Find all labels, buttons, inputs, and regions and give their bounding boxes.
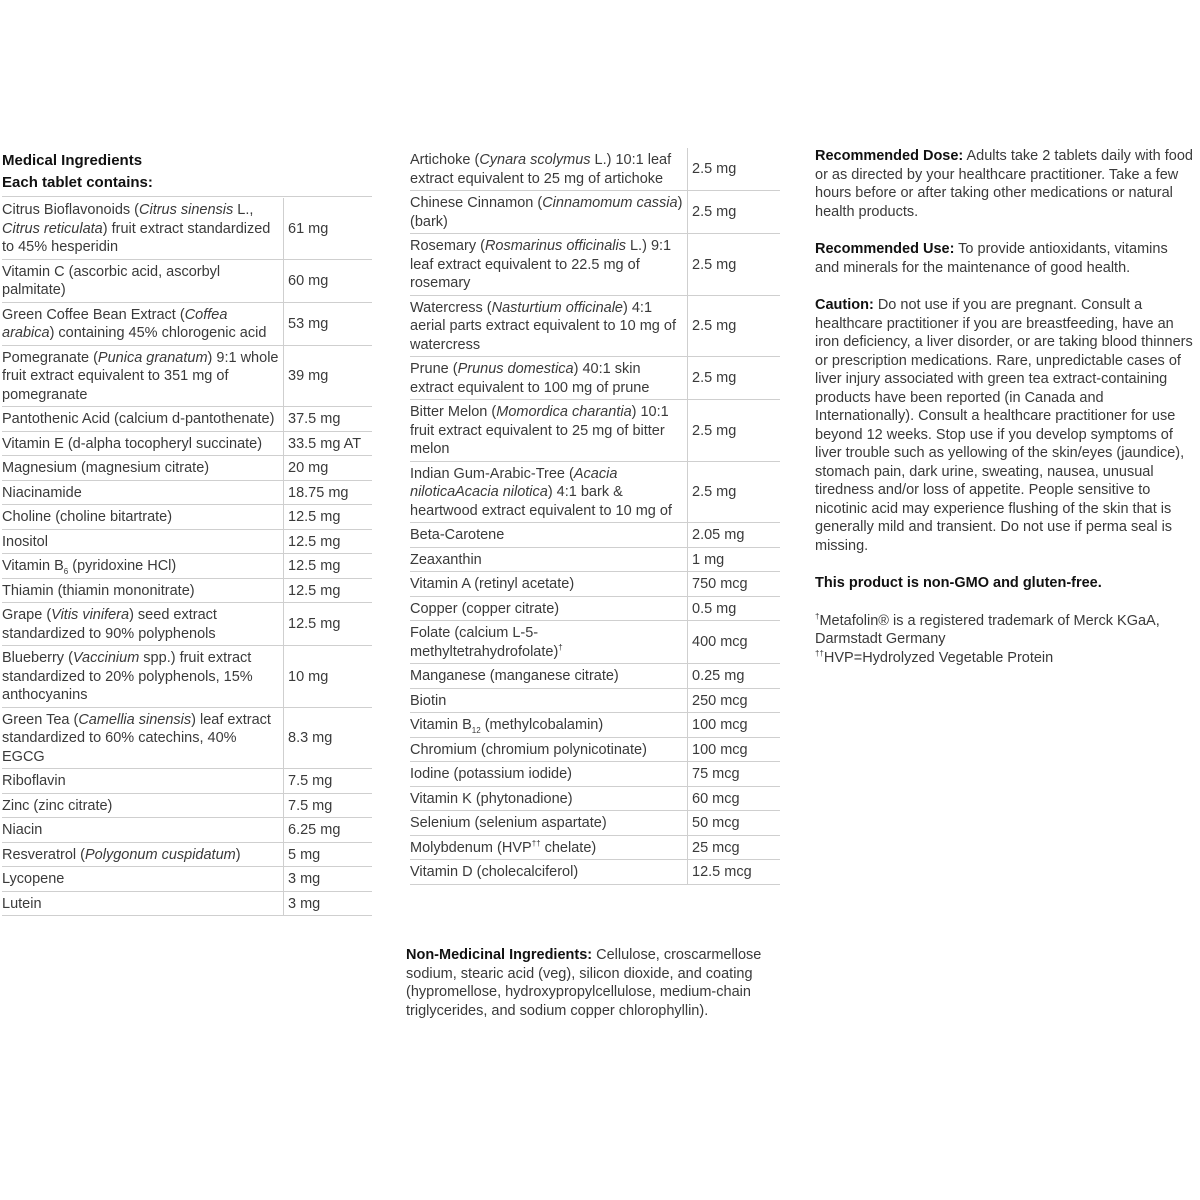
ingredient-name xyxy=(2,891,284,916)
ingredient-name xyxy=(410,786,688,811)
ingredient-amount: 6.25 mg xyxy=(284,818,373,843)
ingredient-row xyxy=(410,234,780,296)
ingredient-name xyxy=(410,621,688,664)
latin-name: Cinnamomum cassia xyxy=(542,195,678,211)
ingredient-name xyxy=(410,713,688,738)
ingredient-amount: 0.5 mg xyxy=(688,596,781,621)
ingredient-text: Inositol xyxy=(2,533,48,550)
ingredient-text: ) leaf extract standardized to 60% catechins, 40% EGCG xyxy=(2,711,271,765)
ingredient-text: Vitamin E (d-alpha tocopheryl succinate) xyxy=(2,435,263,452)
ingredient-text: Vitamin B xyxy=(410,717,472,733)
ingredient-name xyxy=(2,431,284,456)
ingredient-name xyxy=(2,707,284,769)
ingredient-amount: 2.5 mg xyxy=(688,461,781,523)
ingredient-name xyxy=(410,461,688,523)
ingredient-row xyxy=(2,431,372,456)
ingredient-text: ) fruit extract standardized to 45% hesperidin xyxy=(2,220,271,255)
ingredient-name xyxy=(410,762,688,787)
ingredient-name xyxy=(2,529,284,554)
non-medicinal-ingredients xyxy=(406,946,776,1020)
use-label: Recommended Use: xyxy=(815,241,955,257)
ingredient-text: ) xyxy=(235,846,241,863)
ingredient-name xyxy=(410,596,688,621)
ingredient-amount: 20 mg xyxy=(284,456,373,481)
ingredient-text: Lycopene xyxy=(2,871,65,887)
latin-name: Acacia nilotica xyxy=(410,465,618,500)
ingredient-text: ) (bark) xyxy=(410,195,683,230)
ingredient-row xyxy=(2,891,372,916)
subscript: 6 xyxy=(63,566,69,576)
ingredient-name xyxy=(410,737,688,762)
ingredient-row xyxy=(410,596,780,621)
ingredient-text: spp.) fruit extract standardized to 20% polyphenols, 15% anthocyanins xyxy=(2,650,253,703)
ingredient-name xyxy=(2,578,284,603)
latin-name: Acacia nilotica xyxy=(455,484,548,500)
ingredient-amount: 37.5 mg xyxy=(284,407,373,432)
ingredient-amount: 12.5 mg xyxy=(284,554,373,579)
ingredient-amount: 33.5 mg AT xyxy=(284,431,373,456)
ingredient-name xyxy=(2,842,284,867)
ingredient-name xyxy=(410,523,688,548)
ingredient-amount: 39 mg xyxy=(284,345,373,407)
ingredient-amount: 75 mcg xyxy=(688,762,781,787)
ingredient-row xyxy=(2,603,372,646)
ingredient-amount: 100 mcg xyxy=(688,737,781,762)
ingredient-amount: 12.5 mg xyxy=(284,505,373,530)
ingredient-row xyxy=(410,811,780,836)
ingredient-name xyxy=(2,818,284,843)
each-tablet-subheading: Each tablet contains: xyxy=(2,174,372,197)
ingredient-name xyxy=(410,191,688,234)
ingredient-name xyxy=(410,811,688,836)
ingredient-amount: 12.5 mg xyxy=(284,603,373,646)
ingredient-text: Niacin xyxy=(2,822,43,838)
footnote-text: Metafolin® is a registered trademark of Merck KGaA, Darmstadt Germany xyxy=(815,612,1160,647)
ingredient-text: Beta-Carotene xyxy=(410,527,505,543)
ingredient-text: Pomegranate ( xyxy=(2,349,98,366)
ingredient-amount: 12.5 mcg xyxy=(688,860,781,885)
ingredient-text: Selenium (selenium aspartate) xyxy=(410,815,607,831)
ingredient-name xyxy=(410,860,688,885)
ingredient-name xyxy=(410,357,688,400)
ingredient-row xyxy=(2,578,372,603)
ingredient-text: Vitamin C (ascorbic acid, ascorbyl palmitate) xyxy=(2,263,221,298)
latin-name: Punica granatum xyxy=(97,349,208,366)
ingredient-text: (pyridoxine HCl) xyxy=(68,558,177,574)
ingredient-row xyxy=(410,295,780,357)
ingredient-text: Niacinamide xyxy=(2,484,82,501)
directions-column xyxy=(815,147,1195,667)
latin-name: Prunus domestica xyxy=(457,361,574,377)
ingredient-name xyxy=(2,505,284,530)
latin-name: Momordica charantia xyxy=(496,404,632,420)
ingredient-text: Vitamin D (cholecalciferol) xyxy=(410,864,579,880)
latin-name: Polygonum cuspidatum xyxy=(85,846,236,863)
ingredient-amount: 12.5 mg xyxy=(284,529,373,554)
ingredient-row xyxy=(2,793,372,818)
ingredient-text: Folate (calcium L-5-methyltetrahydrofolate) xyxy=(410,625,559,660)
ingredient-row xyxy=(410,572,780,597)
ingredient-amount: 2.5 mg xyxy=(688,234,781,296)
ingredient-text: Artichoke ( xyxy=(410,152,480,168)
ingredient-amount: 3 mg xyxy=(284,867,373,892)
ingredient-row xyxy=(410,762,780,787)
footnote-mark: †† xyxy=(531,838,541,848)
nmi-text: Cellulose, croscarmellose sodium, stearic acid (veg), silicon dioxide, and coating (hypromellose, hydroxypropylcellulose, medium-chain triglycerides, and sodium copper chlorophyllin). xyxy=(406,947,762,1019)
ingredient-text: ) 10:1 fruit extract equivalent to 25 mg of bitter melon xyxy=(410,404,669,457)
ingredient-name xyxy=(410,572,688,597)
ingredient-row xyxy=(410,835,780,860)
ingredient-row xyxy=(2,769,372,794)
non-gmo-statement: This product is non-GMO and gluten-free. xyxy=(815,575,1102,591)
ingredient-text: Vitamin A (retinyl acetate) xyxy=(410,576,575,592)
ingredient-amount: 3 mg xyxy=(284,891,373,916)
ingredient-name xyxy=(410,234,688,296)
ingredient-amount: 12.5 mg xyxy=(284,578,373,603)
latin-name: Vaccinium xyxy=(72,650,140,666)
ingredient-amount: 8.3 mg xyxy=(284,707,373,769)
ingredient-row xyxy=(2,345,372,407)
ingredient-text: Thiamin (thiamin mononitrate) xyxy=(2,582,195,599)
ingredient-text: ) 40:1 skin extract equivalent to 100 mg of prune xyxy=(410,361,650,396)
ingredient-row xyxy=(410,860,780,885)
latin-name: Cynara scolymus xyxy=(479,152,591,168)
ingredient-row xyxy=(410,688,780,713)
ingredient-text: Biotin xyxy=(410,692,447,709)
ingredient-name xyxy=(410,148,688,191)
ingredient-name xyxy=(2,302,284,345)
ingredient-row xyxy=(410,786,780,811)
ingredient-text: Watercress ( xyxy=(410,299,492,316)
ingredient-text: Resveratrol ( xyxy=(2,846,85,863)
ingredient-row xyxy=(2,505,372,530)
ingredient-text: Magnesium (magnesium citrate) xyxy=(2,460,210,476)
ingredient-text: Molybdenum (HVP xyxy=(410,839,532,856)
ingredient-text: (methylcobalamin) xyxy=(480,717,604,733)
ingredient-amount: 7.5 mg xyxy=(284,769,373,794)
ingredient-row xyxy=(410,461,780,523)
dose-label: Recommended Dose: xyxy=(815,148,964,164)
ingredient-row xyxy=(410,400,780,462)
ingredient-amount: 2.05 mg xyxy=(688,523,781,548)
ingredient-name xyxy=(2,646,284,708)
ingredient-text: Pantothenic Acid (calcium d-pantothenate) xyxy=(2,411,275,427)
caution-text: Do not use if you are pregnant. Consult a healthcare practitioner if you are breastfeeding, have an iron deficiency, a liver disorder, or are taking blood thinners or prescription medications. Rare, unpredictable cases of liver injury associated with green tea extract-containing products have been reported (in Canada and Internationally). Consult a healthcare practitioner for use beyond 12 weeks. Stop use if you develop symptoms of liver trouble such as yellowing of the skin/eyes (jaundice), stomach pain, dark urine, sweating, nausea, unusual tiredness and/or loss of appetite. People sensitive to nicotinic acid may experience flushing of the skin that is generally mild and transient. Do not use if perma seal is missing. xyxy=(815,297,1193,554)
ingredient-row xyxy=(2,302,372,345)
ingredient-row xyxy=(2,480,372,505)
ingredient-row xyxy=(410,357,780,400)
latin-name: Camellia sinensis xyxy=(78,711,192,728)
ingredient-text: L.) 10:1 leaf extract equivalent to 25 mg of artichoke xyxy=(410,152,672,187)
ingredient-text: Prune ( xyxy=(410,361,458,377)
ingredient-text: Citrus Bioflavonoids ( xyxy=(2,202,139,218)
ingredient-row xyxy=(2,646,372,708)
ingredient-name xyxy=(2,793,284,818)
latin-name: Rosmarinus officinalis xyxy=(484,238,626,254)
ingredient-amount: 2.5 mg xyxy=(688,191,781,234)
ingredient-amount: 50 mcg xyxy=(688,811,781,836)
ingredient-name xyxy=(2,554,284,579)
ingredient-name xyxy=(2,259,284,302)
medical-ingredients-heading: Medical Ingredients xyxy=(2,152,143,169)
ingredient-amount: 7.5 mg xyxy=(284,793,373,818)
ingredient-text: Chinese Cinnamon ( xyxy=(410,195,543,211)
latin-name: Nasturtium officinale xyxy=(491,299,623,316)
ingredient-amount: 60 mg xyxy=(284,259,373,302)
ingredient-text: Manganese (manganese citrate) xyxy=(410,668,619,684)
ingredient-row xyxy=(2,867,372,892)
ingredient-name xyxy=(2,603,284,646)
ingredient-amount: 0.25 mg xyxy=(688,664,781,689)
ingredient-row xyxy=(410,148,780,191)
ingredient-text: Indian Gum-Arabic-Tree ( xyxy=(410,465,574,482)
ingredient-name xyxy=(2,407,284,432)
ingredient-amount: 100 mcg xyxy=(688,713,781,738)
ingredient-row xyxy=(2,842,372,867)
ingredient-row xyxy=(2,707,372,769)
ingredient-text: Riboflavin xyxy=(2,773,66,789)
ingredients-table-2 xyxy=(410,148,780,885)
ingredient-text: Vitamin K (phytonadione) xyxy=(410,790,573,807)
ingredient-text: Green Tea ( xyxy=(2,711,79,728)
ingredients-column-2 xyxy=(410,148,780,885)
ingredient-name xyxy=(410,664,688,689)
ingredient-amount: 250 mcg xyxy=(688,688,781,713)
latin-name: Vitis vinifera xyxy=(51,607,130,623)
ingredient-amount: 18.75 mg xyxy=(284,480,373,505)
dose-text: Adults take 2 tablets daily with food or as directed by your healthcare practitioner. Take a few hours before or after taking other medications or natural health products. xyxy=(815,148,1193,220)
ingredient-row xyxy=(2,259,372,302)
ingredient-amount: 400 mcg xyxy=(688,621,781,664)
ingredient-text: ) 4:1 bark & heartwood extract equivalent to 10 mg of xyxy=(410,484,672,519)
footnote-hvp xyxy=(815,649,1195,668)
ingredient-text: ) seed extract standardized to 90% polyphenols xyxy=(2,607,217,642)
ingredient-amount: 2.5 mg xyxy=(688,295,781,357)
ingredient-row xyxy=(410,191,780,234)
ingredient-amount: 1 mg xyxy=(688,547,781,572)
ingredient-row xyxy=(410,523,780,548)
ingredient-text: Grape ( xyxy=(2,607,52,623)
footnote-mark: † xyxy=(558,642,563,652)
caution-label: Caution: xyxy=(815,297,874,313)
ingredient-text: ) 4:1 aerial parts extract equivalent to 10 mg of watercress xyxy=(410,299,676,353)
ingredient-name xyxy=(2,345,284,407)
ingredient-text: Lutein xyxy=(2,895,42,912)
ingredients-table-1 xyxy=(2,198,372,916)
subscript: 12 xyxy=(471,725,481,735)
ingredient-row xyxy=(2,407,372,432)
ingredient-amount: 2.5 mg xyxy=(688,148,781,191)
ingredient-text: Bitter Melon ( xyxy=(410,404,497,420)
ingredient-amount: 2.5 mg xyxy=(688,400,781,462)
recommended-dose xyxy=(815,147,1195,221)
ingredient-text: ) 9:1 whole fruit extract equivalent to 351 mg of pomegranate xyxy=(2,349,279,403)
ingredient-row xyxy=(2,529,372,554)
ingredient-amount: 750 mcg xyxy=(688,572,781,597)
ingredient-row xyxy=(410,737,780,762)
ingredient-text: Vitamin B xyxy=(2,558,64,574)
ingredient-text: Zinc (zinc citrate) xyxy=(2,797,113,814)
ingredient-row xyxy=(410,621,780,664)
ingredient-row xyxy=(410,713,780,738)
ingredient-row xyxy=(2,818,372,843)
latin-name: Citrus sinensis xyxy=(139,202,234,218)
ingredient-amount: 2.5 mg xyxy=(688,357,781,400)
ingredient-name xyxy=(2,456,284,481)
ingredient-text: ) containing 45% chlorogenic acid xyxy=(49,325,267,341)
ingredient-text: Choline (choline bitartrate) xyxy=(2,509,173,525)
ingredient-name xyxy=(410,688,688,713)
ingredient-text: Rosemary ( xyxy=(410,238,485,254)
ingredient-name xyxy=(2,480,284,505)
ingredient-name xyxy=(2,867,284,892)
ingredient-row xyxy=(2,554,372,579)
ingredient-text: chelate) xyxy=(540,839,597,856)
ingredient-name xyxy=(410,547,688,572)
ingredient-text: Blueberry ( xyxy=(2,650,73,666)
footnote-metafolin xyxy=(815,612,1195,649)
use-text: To provide antioxidants, vitamins and minerals for the maintenance of good health. xyxy=(815,241,1168,276)
footnote-mark: †† xyxy=(815,648,824,658)
ingredient-amount: 53 mg xyxy=(284,302,373,345)
ingredient-text: L., xyxy=(233,202,254,218)
ingredient-row xyxy=(410,664,780,689)
ingredient-text: Chromium (chromium polynicotinate) xyxy=(410,741,647,758)
ingredient-name xyxy=(2,198,284,259)
caution xyxy=(815,296,1195,555)
ingredient-amount: 61 mg xyxy=(284,198,373,259)
nmi-label: Non-Medicinal Ingredients: xyxy=(406,947,593,963)
footnote-mark: † xyxy=(815,611,820,621)
ingredient-amount: 25 mcg xyxy=(688,835,781,860)
latin-name: Citrus reticulata xyxy=(2,220,103,237)
ingredient-text: Copper (copper citrate) xyxy=(410,600,560,617)
ingredient-row xyxy=(410,547,780,572)
ingredients-column-1 xyxy=(2,150,372,916)
ingredient-name xyxy=(2,769,284,794)
ingredient-text: Zeaxanthin xyxy=(410,551,482,568)
ingredient-text: Green Coffee Bean Extract ( xyxy=(2,306,185,323)
recommended-use xyxy=(815,240,1195,277)
ingredient-amount: 10 mg xyxy=(284,646,373,708)
ingredient-text: Iodine (potassium iodide) xyxy=(410,766,573,782)
latin-name: Coffea arabica xyxy=(2,306,228,341)
ingredient-name xyxy=(410,295,688,357)
ingredient-amount: 60 mcg xyxy=(688,786,781,811)
ingredient-row xyxy=(2,456,372,481)
footnote-text: HVP=Hydrolyzed Vegetable Protein xyxy=(823,649,1054,666)
ingredient-name xyxy=(410,400,688,462)
ingredient-name xyxy=(410,835,688,860)
ingredient-amount: 5 mg xyxy=(284,842,373,867)
ingredient-row xyxy=(2,198,372,259)
ingredient-text: L.) 9:1 leaf extract equivalent to 22.5 mg of rosemary xyxy=(410,238,672,291)
